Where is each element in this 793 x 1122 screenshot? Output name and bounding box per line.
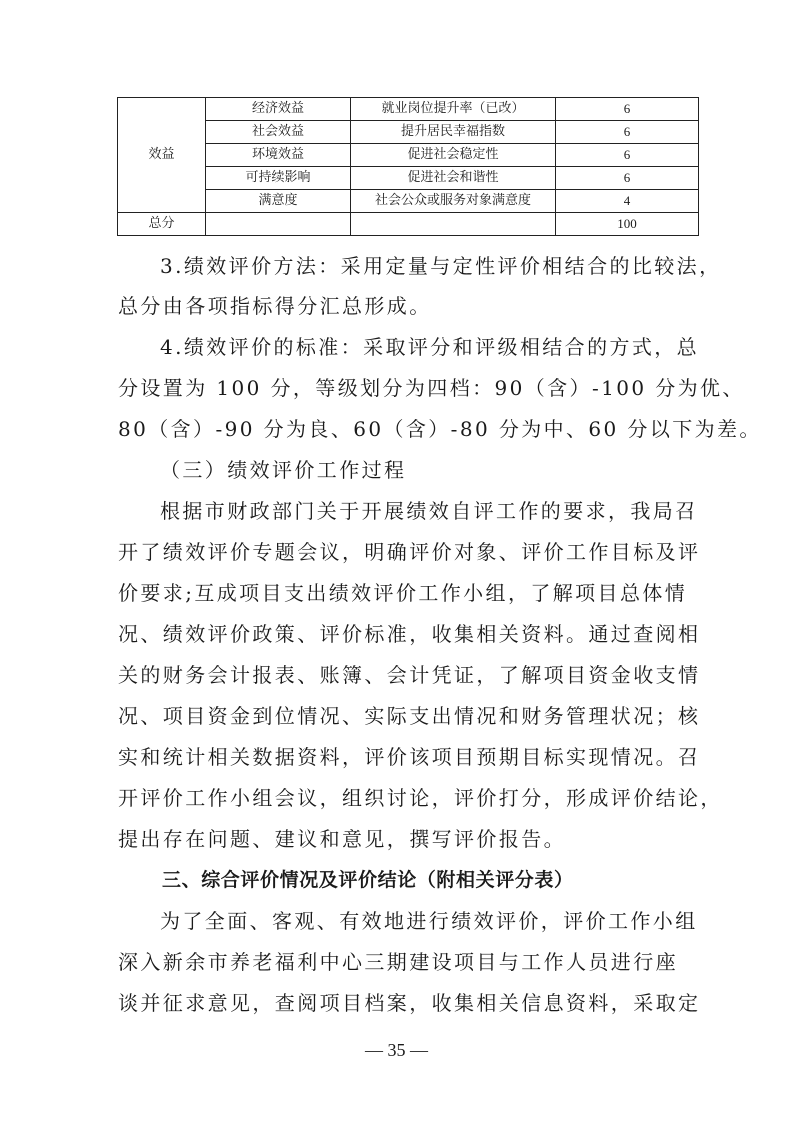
- table-row: [118, 190, 699, 213]
- process-paragraph-line: 开了绩效评价专题会议，明确评价对象、评价工作目标及评: [118, 540, 701, 564]
- method-paragraph-line: 总分由各项指标得分汇总形成。: [118, 294, 432, 318]
- sub-indicator-cell: 经济效益: [206, 98, 351, 121]
- total-sub-cell: [206, 213, 351, 236]
- score-table: [117, 97, 699, 236]
- indicator-cell: 社会公众或服务对象满意度: [351, 190, 556, 213]
- category-cell: 效益: [118, 98, 206, 213]
- table-row: [118, 98, 699, 121]
- process-paragraph-line: 关的财务会计报表、账簿、会计凭证，了解项目资金收支情: [118, 663, 701, 687]
- section3-paragraph-line: 为了全面、客观、有效地进行绩效评价，评价工作小组: [160, 909, 698, 933]
- process-paragraph-line: 实和统计相关数据资料，评价该项目预期目标实现情况。召: [118, 745, 701, 769]
- sub-indicator-cell: 可持续影响: [206, 167, 351, 190]
- table-row: [118, 121, 699, 144]
- indicator-cell: 就业岗位提升率（已改）: [351, 98, 556, 121]
- total-indicator-cell: [351, 213, 556, 236]
- standard-paragraph-line: 80（含）-90 分为良、60（含）-80 分为中、60 分以下为差。: [118, 417, 762, 441]
- standard-paragraph-line: 4.绩效评价的标准：采取评分和评级相结合的方式，总: [160, 335, 700, 359]
- process-paragraph-line: 提出存在问题、建议和意见，撰写评价报告。: [118, 827, 566, 851]
- process-paragraph-line: 价要求;互成项目支出绩效评价工作小组，了解项目总体情: [118, 581, 688, 605]
- process-subheading: （三）绩效评价工作过程: [160, 458, 407, 482]
- process-paragraph-line: 况、绩效评价政策、评价标准，收集相关资料。通过查阅相: [118, 622, 701, 646]
- indicator-cell: 促进社会和谐性: [351, 167, 556, 190]
- score-cell: 6: [556, 121, 699, 144]
- process-paragraph-line: 开评价工作小组会议，组织讨论，评价打分，形成评价结论，: [118, 786, 723, 810]
- total-label-cell: 总分: [118, 213, 206, 236]
- total-row: [118, 213, 699, 236]
- indicator-cell: 提升居民幸福指数: [351, 121, 556, 144]
- section3-paragraph-line: 深入新余市养老福利中心三期建设项目与工作人员进行座: [118, 950, 678, 974]
- page-number: — 35 —: [365, 1040, 428, 1060]
- process-paragraph-line: 况、项目资金到位情况、实际支出情况和财务管理状况；核: [118, 704, 701, 728]
- total-score-cell: 100: [556, 213, 699, 236]
- score-cell: 6: [556, 98, 699, 121]
- score-cell: 6: [556, 144, 699, 167]
- section3-paragraph-line: 谈并征求意见，查阅项目档案，收集相关信息资料，采取定: [118, 991, 701, 1015]
- table-row: [118, 167, 699, 190]
- sub-indicator-cell: 社会效益: [206, 121, 351, 144]
- section-heading: 三、综合评价情况及评价结论（附相关评分表）: [162, 869, 574, 891]
- standard-paragraph-line: 分设置为 100 分，等级划分为四档：90（含）-100 分为优、: [118, 376, 745, 400]
- score-cell: 6: [556, 167, 699, 190]
- sub-indicator-cell: 环境效益: [206, 144, 351, 167]
- process-paragraph-line: 根据市财政部门关于开展绩效自评工作的要求，我局召: [160, 499, 698, 523]
- table-row: [118, 144, 699, 167]
- score-cell: 4: [556, 190, 699, 213]
- indicator-cell: 促进社会稳定性: [351, 144, 556, 167]
- sub-indicator-cell: 满意度: [206, 190, 351, 213]
- method-paragraph-line: 3.绩效评价方法：采用定量与定性评价相结合的比较法，: [160, 254, 722, 278]
